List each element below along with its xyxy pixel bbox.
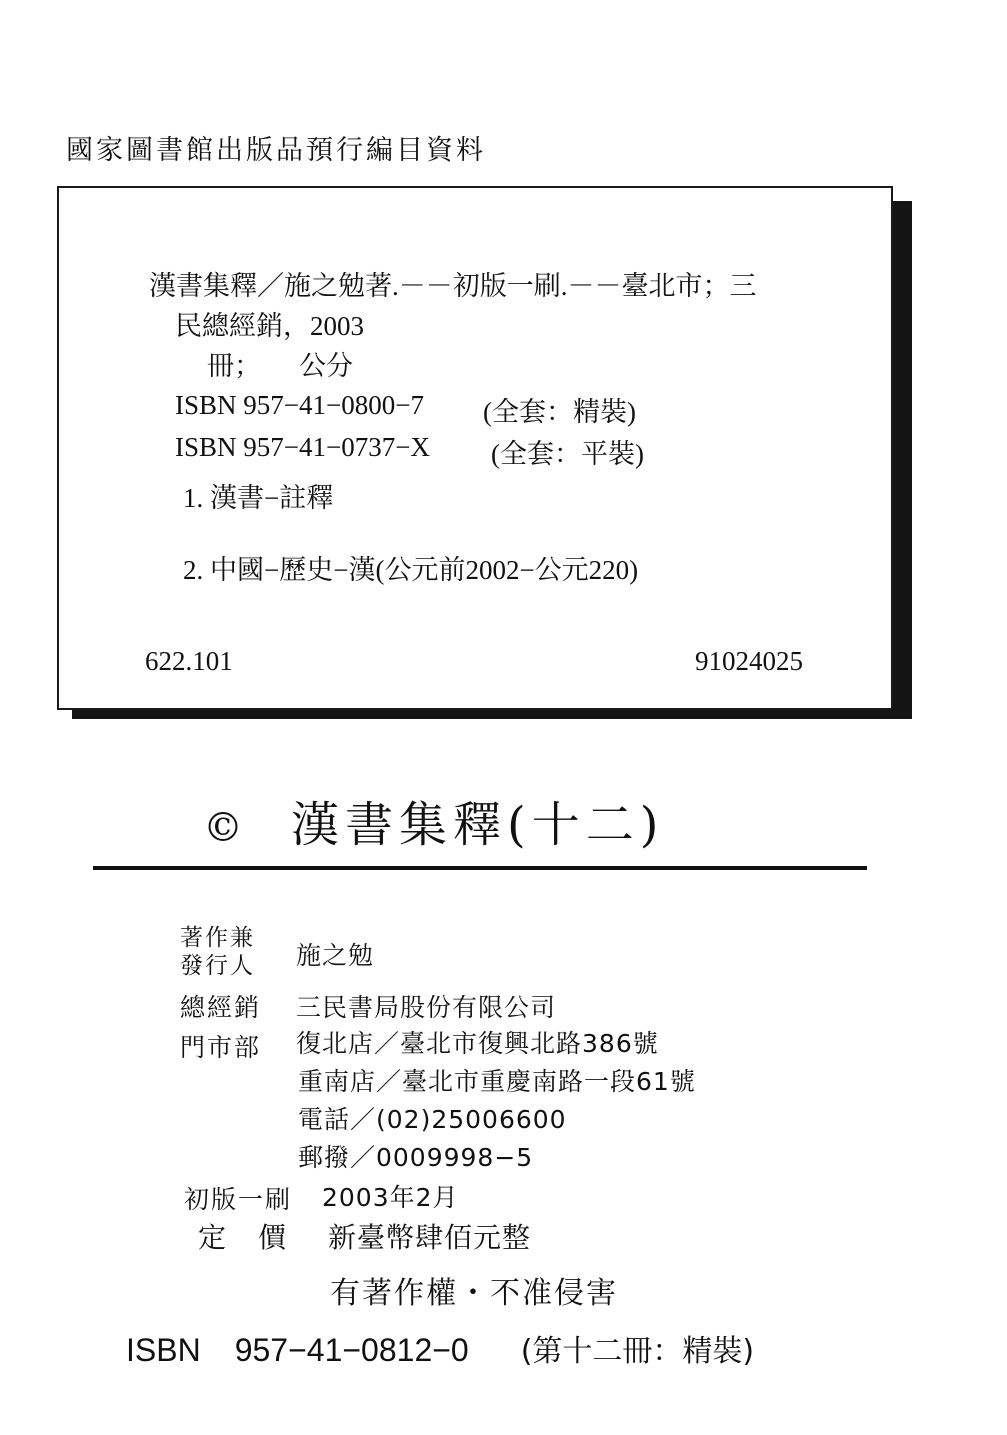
cip-line-1: 漢書集釋／施之勉著.－－初版一刷.－－臺北市；三 [149, 271, 757, 301]
cip-header: 國家圖書館出版品預行編目資料 [66, 135, 486, 166]
edition-label: 初版一刷 [184, 1185, 293, 1214]
distributor-label: 總經銷 [180, 993, 262, 1022]
copyright-notice: 有著作權・不准侵害 [330, 1276, 618, 1311]
author-value: 施之勉 [296, 941, 375, 970]
isbn-number: 957−41−0812−0 [234, 1332, 469, 1368]
volume-isbn [126, 1326, 754, 1370]
price-value: 新臺幣肆佰元整 [328, 1221, 532, 1254]
cip-isbn-hardcover: ISBN 957−41−0800−7 [175, 390, 424, 420]
title-rule [93, 866, 867, 870]
author-label [180, 924, 255, 980]
author-label-line-1: 著作兼 [180, 925, 255, 951]
cip-record-number: 91024025 [695, 646, 803, 676]
phone: 電話／(02)25006600 [298, 1105, 567, 1134]
cip-subject-1: 1. 漢書−註釋 [183, 483, 334, 513]
book-title [203, 786, 664, 855]
copyright-symbol: © [203, 805, 249, 851]
store-fubei: 復北店／臺北市復興北路386號 [296, 1029, 659, 1058]
cip-isbn-paperback-note: (全套：平裝) [491, 439, 644, 469]
distributor-value: 三民書局股份有限公司 [296, 993, 557, 1022]
cip-line-2: 民總經銷，2003 [175, 311, 364, 341]
cip-line-3b: 公分 [299, 351, 353, 381]
isbn-label: ISBN [126, 1332, 201, 1368]
isbn-volume-note: (第十二冊：精裝) [520, 1334, 755, 1369]
price-label: 定 價 [198, 1221, 289, 1254]
cip-line-3a: 冊； [207, 351, 261, 381]
cip-subject-2: 2. 中國−歷史−漢(公元前2002−公元220) [183, 555, 639, 585]
postal-account: 郵撥／0009998−5 [298, 1143, 534, 1172]
cip-isbn-hardcover-note: (全套：精裝) [483, 397, 636, 427]
author-label-line-2: 發行人 [180, 953, 255, 979]
cip-class-number: 622.101 [145, 646, 233, 676]
stores-label: 門市部 [180, 1033, 262, 1062]
book-title-text: 漢書集釋(十二) [291, 797, 665, 853]
store-chongnan: 重南店／臺北市重慶南路一段61號 [298, 1067, 696, 1096]
cip-card [57, 186, 893, 710]
cip-isbn-paperback: ISBN 957−41−0737−X [175, 432, 430, 462]
edition-value: 2003年2月 [322, 1183, 459, 1212]
